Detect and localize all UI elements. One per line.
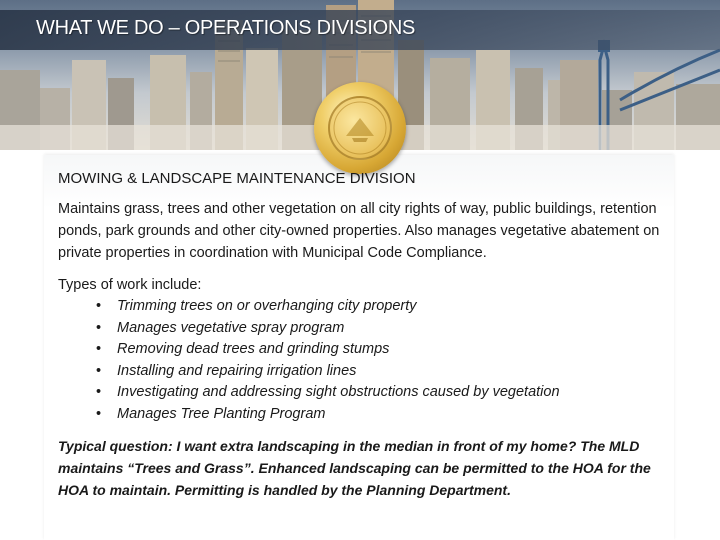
- list-item: • Trimming trees on or overhanging city property: [96, 296, 678, 318]
- list-item: • Installing and repairing irrigation lines: [96, 361, 678, 383]
- list-item: • Manages vegetative spray program: [96, 318, 678, 340]
- page-title: WHAT WE DO – OPERATIONS DIVISIONS: [36, 17, 416, 39]
- division-description: Maintains grass, trees and other vegetation on all city rights of way, public buildings, retention ponds, park grounds and other city-owned properties. Also manages vegetative abatement on private properties in coordination with Municipal Code Compliance.: [58, 201, 660, 261]
- city-seal-icon: [314, 82, 406, 174]
- main-content: [58, 168, 678, 501]
- work-types-list: [58, 296, 678, 425]
- list-item: • Manages Tree Planting Program: [96, 404, 678, 426]
- division-heading: MOWING & LANDSCAPE MAINTENANCE DIVISION: [58, 170, 416, 187]
- seal-inner-ring: [328, 96, 392, 160]
- list-item: • Removing dead trees and grinding stumps: [96, 339, 678, 361]
- types-label: Types of work include:: [58, 277, 202, 293]
- list-item: • Investigating and addressing sight obstructions caused by vegetation: [96, 382, 678, 404]
- seal-emblem: [330, 98, 390, 158]
- typical-question: Typical question: I want extra landscaping in the median in front of my home? The MLD maintains “Trees and Grass”. Enhanced landscaping can be permitted to the HOA for the HOA to maintain. Permitting is handled by the Planning Department.: [58, 438, 651, 498]
